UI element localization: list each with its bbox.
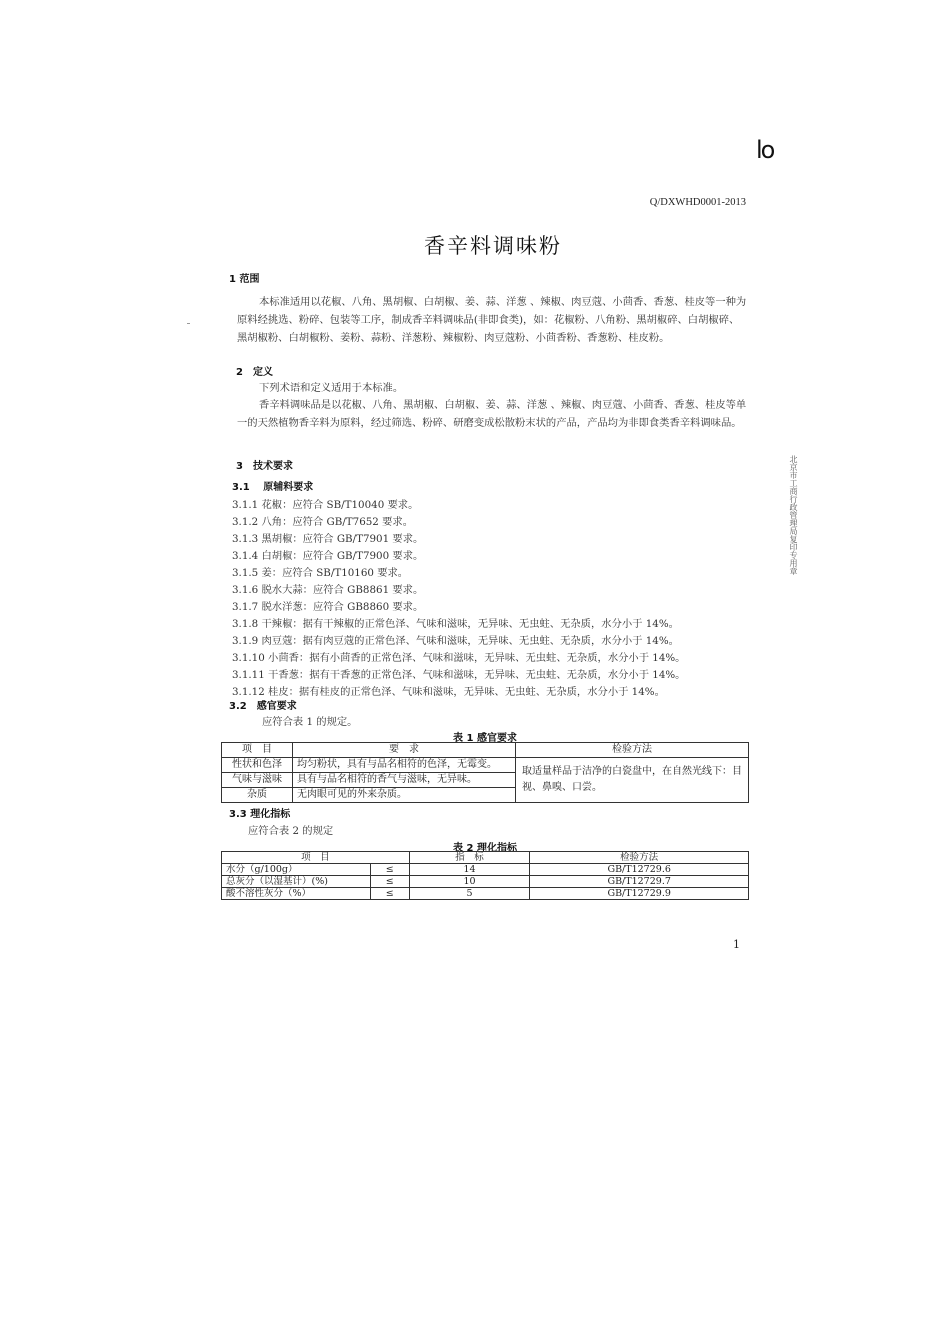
side-stamp-strip: 北京市工商行政管理局复印专用章	[789, 455, 798, 575]
section-3-3-intro: 应符合表 2 的规定	[248, 825, 334, 837]
table-cell: 无肉眼可见的外来杂质。	[293, 788, 516, 803]
table-cell: 杂质	[222, 788, 293, 803]
table-row	[222, 864, 749, 876]
physicochemical-table	[221, 851, 749, 900]
table-cell: 性状和色泽	[222, 758, 293, 773]
requirement-item: 3.1.2 八角：应符合 GB/T7652 要求。	[232, 516, 414, 528]
table-header: 检验方法	[530, 852, 749, 864]
table-cell: 10	[409, 876, 530, 888]
section-3-3-heading: 3.3 理化指标	[229, 809, 291, 820]
document-title: 香辛料调味粉	[424, 234, 562, 258]
requirement-item: 3.1.10 小茴香：据有小茴香的正常色泽、气味和滋味，无异味、无虫蛀、无杂质，水分小于 14%。	[232, 652, 686, 664]
section-3-2-intro: 应符合表 1 的规定。	[262, 716, 358, 728]
table-cell-method: 取适量样品于洁净的白瓷盘中，在自然光线下：目视、鼻嗅、口尝。	[516, 758, 749, 803]
table-header: 项 目	[222, 743, 293, 758]
section-2-intro: 下列术语和定义适用于本标准。	[259, 382, 404, 394]
table-cell: GB/T12729.6	[530, 864, 749, 876]
table-cell: 5	[409, 888, 530, 900]
sensory-requirements-table	[221, 742, 749, 803]
section-1-paragraph: 本标准适用以花椒、八角、黑胡椒、白胡椒、姜、蒜、洋葱 、辣椒、肉豆蔻、小茴香、香葱、桂皮等一种为原料经挑选、粉碎、包装等工序，制成香辛料调味品(非即食类)，如：花椒粉、八角粉、黑胡椒碎、白胡椒碎、黑胡椒粉、白胡椒粉、姜粉、蒜粉、洋葱粉、辣椒粉、肉豆蔻粉、小茴香粉、香葱粉、桂皮粉。	[237, 296, 747, 344]
table-cell: ≤	[370, 876, 409, 888]
page-number: 1	[733, 938, 740, 951]
table-cell: 水分（g/100g）	[222, 864, 371, 876]
requirement-item: 3.1.8 干辣椒：据有干辣椒的正常色泽、气味和滋味，无异味、无虫蛀、无杂质，水分小于 14%。	[232, 618, 679, 630]
section-3-heading: 3 技术要求	[236, 461, 293, 472]
table-row	[222, 758, 749, 773]
table-cell: GB/T12729.9	[530, 888, 749, 900]
requirement-item: 3.1.4 白胡椒：应符合 GB/T7900 要求。	[232, 550, 424, 562]
table-cell: 14	[409, 864, 530, 876]
table-2-caption: 表 2 理化指标	[453, 843, 517, 854]
requirement-item: 3.1.5 姜：应符合 SB/T10160 要求。	[232, 567, 409, 579]
table-cell: 具有与品名相符的香气与滋味，无异味。	[293, 773, 516, 788]
table-header: 项 目	[222, 852, 410, 864]
table-row	[222, 888, 749, 900]
scan-speck	[187, 323, 190, 324]
requirement-item: 3.1.1 花椒：应符合 SB/T10040 要求。	[232, 499, 419, 511]
section-2-heading: 2 定义	[236, 367, 273, 378]
handwritten-mark: lo	[756, 136, 774, 164]
table-cell: 总灰分（以湿基计）(%)	[222, 876, 371, 888]
requirement-item: 3.1.11 干香葱：据有干香葱的正常色泽、气味和滋味，无异味、无虫蛀、无杂质，水分小于 14%。	[232, 669, 686, 681]
table-header: 检验方法	[516, 743, 749, 758]
table-cell: ≤	[370, 864, 409, 876]
section-2-paragraph: 香辛料调味品是以花椒、八角、黑胡椒、白胡椒、姜、蒜、洋葱 、辣椒、肉豆蔻、小茴香、香葱、桂皮等单一的天然植物香辛料为原料，经过筛选、粉碎、研磨变成松散粉末状的产品，产品均为非即食类香辛料调味品。	[237, 399, 747, 429]
table-cell: ≤	[370, 888, 409, 900]
section-3-1-heading: 3.1 原辅料要求	[232, 482, 314, 493]
requirement-item: 3.1.7 脱水洋葱：应符合 GB8860 要求。	[232, 601, 424, 613]
requirement-item: 3.1.12 桂皮：据有桂皮的正常色泽、气味和滋味，无异味、无虫蛀、无杂质，水分小于 14%。	[232, 686, 665, 698]
table-cell: GB/T12729.7	[530, 876, 749, 888]
standard-code: Q/DXWHD0001-2013	[649, 197, 746, 208]
table-header: 要 求	[293, 743, 516, 758]
table-cell: 均匀粉状，具有与品名相符的色泽，无霉变。	[293, 758, 516, 773]
requirement-item: 3.1.9 肉豆蔻：据有肉豆蔻的正常色泽、气味和滋味，无异味、无虫蛀、无杂质，水分小于 14%。	[232, 635, 679, 647]
section-3-2-heading: 3.2 感官要求	[229, 701, 297, 712]
table-header: 指 标	[409, 852, 530, 864]
table-cell: 气味与滋味	[222, 773, 293, 788]
table-1-caption: 表 1 感官要求	[453, 733, 517, 744]
requirement-item: 3.1.6 脱水大蒜：应符合 GB8861 要求。	[232, 584, 424, 596]
section-1-heading: 1 范围	[229, 274, 260, 285]
table-row	[222, 876, 749, 888]
table-cell: 酸不溶性灰分（%）	[222, 888, 371, 900]
requirement-item: 3.1.3 黑胡椒：应符合 GB/T7901 要求。	[232, 533, 424, 545]
